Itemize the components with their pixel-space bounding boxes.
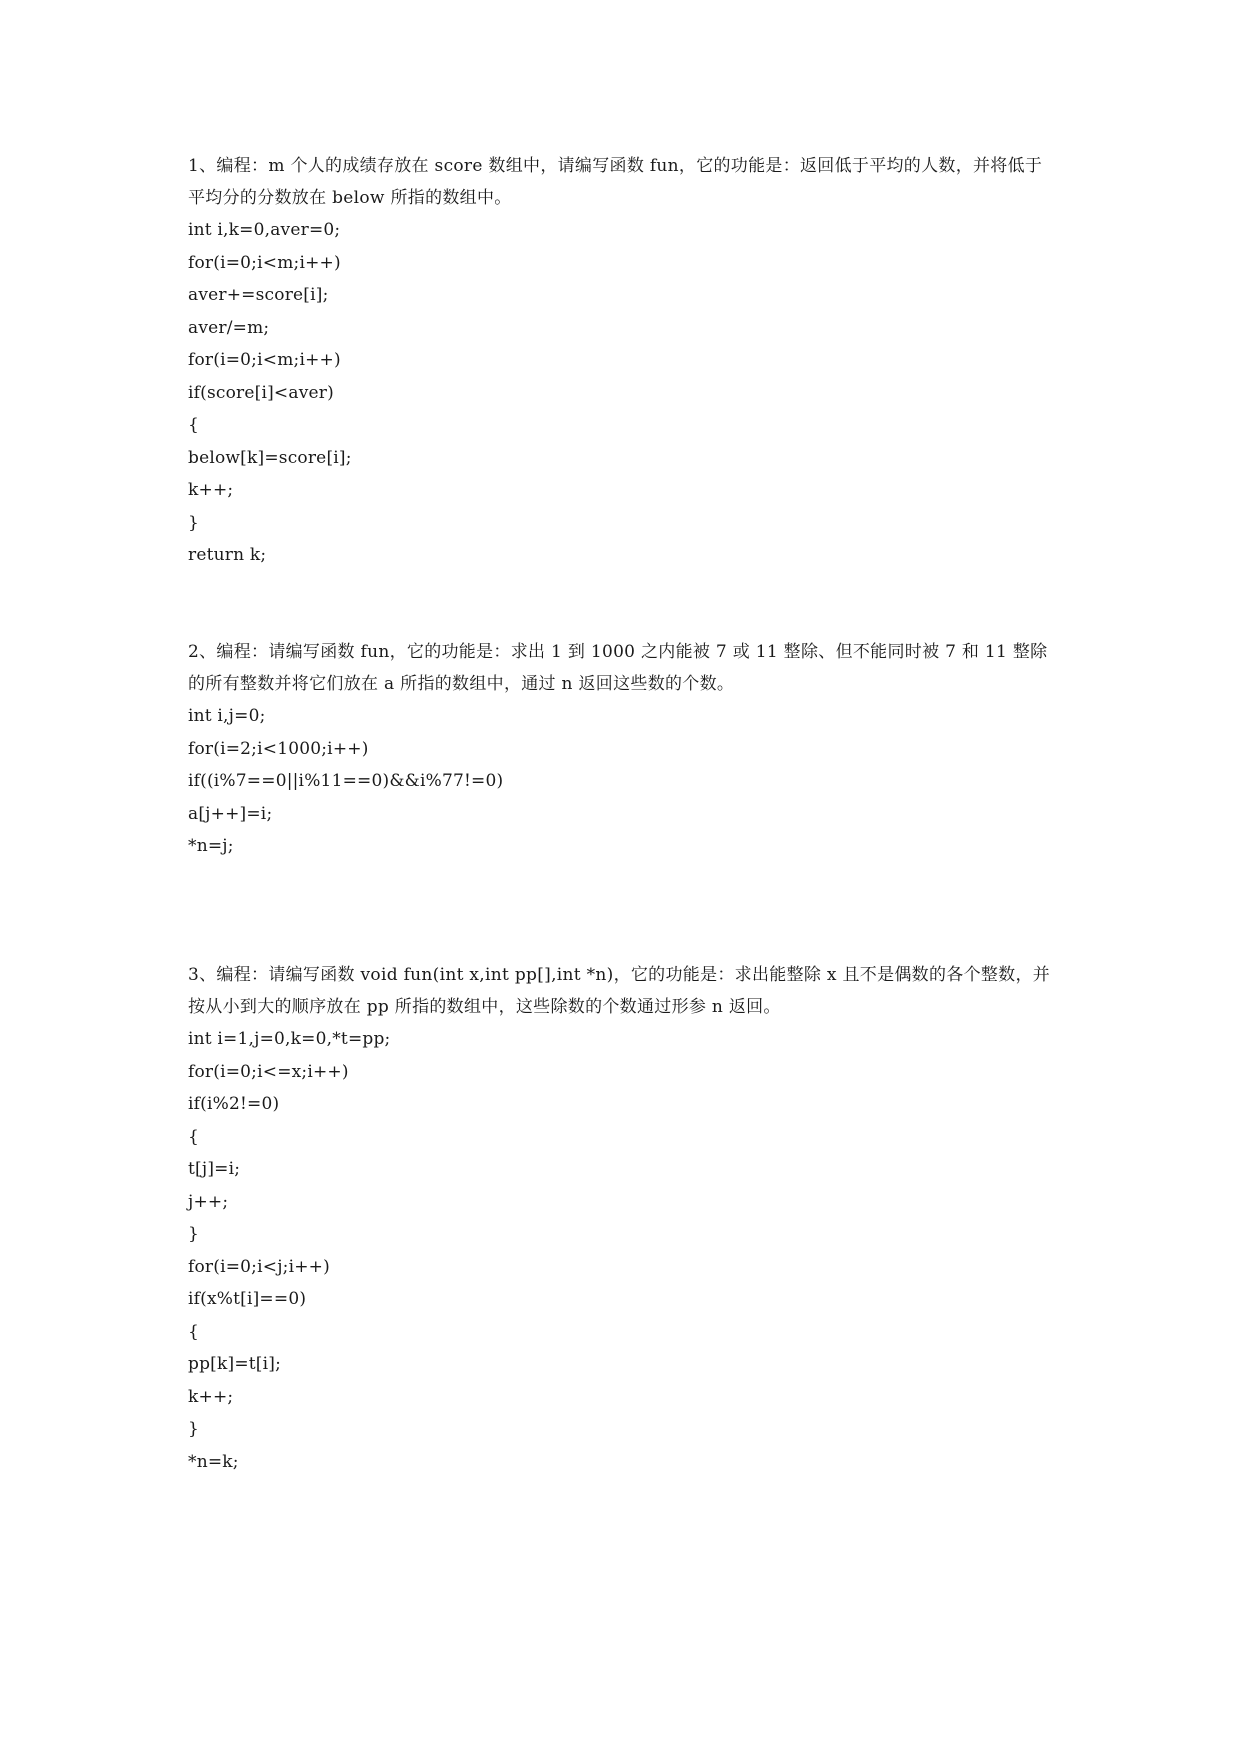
question-2-code <box>188 700 1058 863</box>
code-line: if(x%t[i]==0) <box>188 1289 307 1309</box>
code-line: } <box>188 1224 200 1244</box>
code-line: k++; <box>188 1386 234 1407</box>
code-line: below[k]=score[i]; <box>188 447 352 468</box>
code-line: if(score[i]<aver) <box>188 382 334 403</box>
code-line: *n=j; <box>188 836 234 856</box>
code-line: } <box>188 512 200 533</box>
code-line: if(i%2!=0) <box>188 1094 280 1114</box>
code-line: int i=1,j=0,k=0,*t=pp; <box>188 1029 391 1049</box>
code-line: t[j]=i; <box>188 1159 241 1179</box>
code-line: if((i%7==0||i%11==0)&&i%77!=0) <box>188 771 504 791</box>
code-line: { <box>188 415 200 435</box>
question-1-prompt: 1、编程：m 个人的成绩存放在 score 数组中，请编写函数 fun，它的功能是：返回低于平均的人数，并将低于平均分的分数放在 below 所指的数组中。 <box>188 156 1043 208</box>
code-line: } <box>188 1419 200 1439</box>
code-line: *n=k; <box>188 1451 239 1472</box>
code-line: a[j++]=i; <box>188 803 273 824</box>
question-1 <box>188 150 1058 572</box>
question-3-code <box>188 1023 1058 1478</box>
code-line: for(i=0;i<m;i++) <box>188 350 341 370</box>
code-line: for(i=2;i<1000;i++) <box>188 738 369 759</box>
question-3-prompt: 3、编程：请编写函数 void fun(int x,int pp[],int *n)，它的功能是：求出能整除 x 且不是偶数的各个整数，并按从小到大的顺序放在 pp 所指的数组中，这些除数的个数通过形参 n 返回。 <box>188 965 1051 1017</box>
code-line: int i,j=0; <box>188 706 266 726</box>
code-line: aver/=m; <box>188 317 270 338</box>
code-line: { <box>188 1321 200 1342</box>
code-line: return k; <box>188 545 267 565</box>
code-line: for(i=0;i<m;i++) <box>188 252 341 273</box>
question-1-code <box>188 214 1058 572</box>
question-3 <box>188 959 1058 1478</box>
code-line: j++; <box>188 1191 229 1212</box>
code-line: pp[k]=t[i]; <box>188 1354 282 1374</box>
code-line: k++; <box>188 480 234 500</box>
code-line: int i,k=0,aver=0; <box>188 220 341 240</box>
code-line: aver+=score[i]; <box>188 285 329 305</box>
code-line: for(i=0;i<j;i++) <box>188 1256 330 1277</box>
question-2-prompt: 2、编程：请编写函数 fun，它的功能是：求出 1 到 1000 之内能被 7 或 11 整除、但不能同时被 7 和 11 整除的所有整数并将它们放在 a 所指的数组中，通过 n 返回这些数的个数。 <box>188 642 1048 694</box>
code-line: { <box>188 1126 200 1147</box>
question-2 <box>188 636 1058 863</box>
code-line: for(i=0;i<=x;i++) <box>188 1061 349 1082</box>
